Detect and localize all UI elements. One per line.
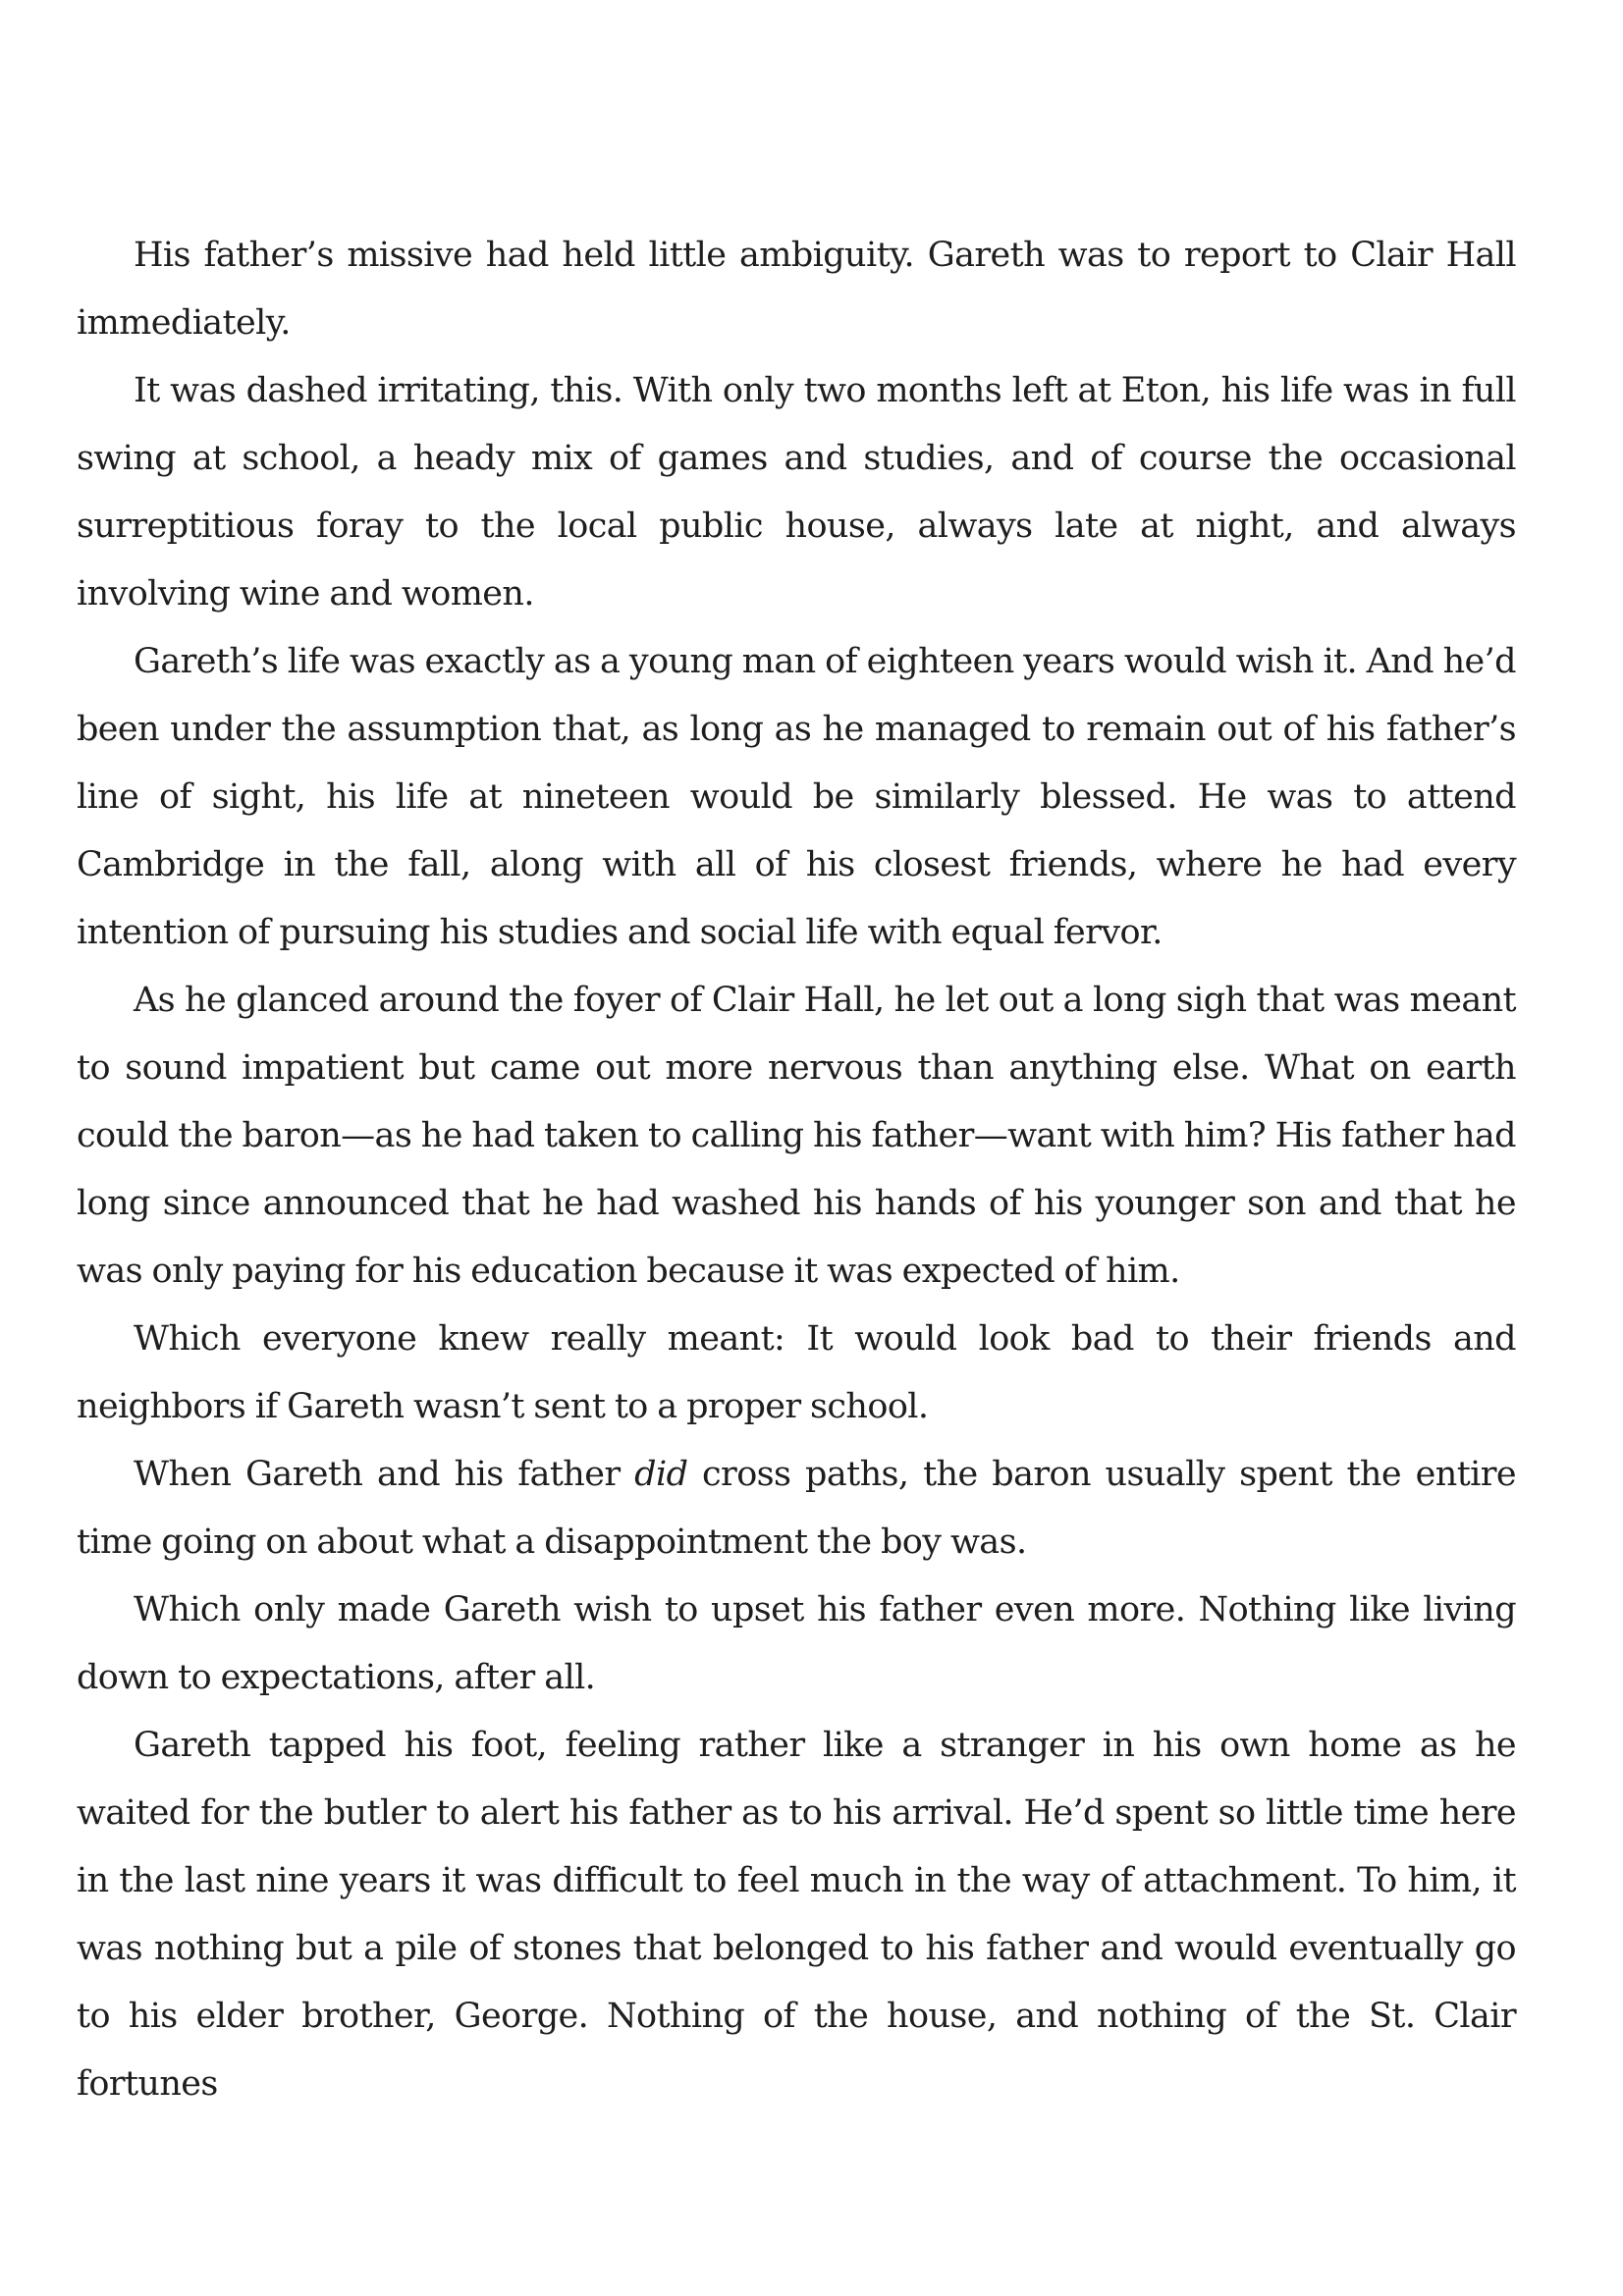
paragraph-3: Gareth’s life was exactly as a young man of eighteen years would wish it. And he’d been under the assumption that, as long as he managed to remain out of his father’s line of sight, his life at nineteen would be similarly blessed. He was to attend Cambridge in the fall, along with all of his closest friends, where he had every intention of pursuing his studies and social life with equal fervor. (77, 642, 1516, 952)
paragraph-6 (77, 1441, 1516, 1576)
paragraph-8: Gareth tapped his foot, feeling rather like a stranger in his own home as he waited for the butler to alert his father as to his arrival. He’d spent so little time here in the last nine years it was difficult to feel much in the way of attachment. To him, it was nothing but a pile of stones that belonged to his father and would eventually go to his elder brother, George. Nothing of the house, and nothing of the St. Clair fortunes (77, 1726, 1516, 2104)
paragraph-5: Which everyone knew really meant: It would look bad to their friends and neighbors if Gareth wasn’t sent to a proper school. (77, 1319, 1516, 1426)
page-body (77, 222, 1516, 2118)
paragraph-6-before: When Gareth and his father (134, 1455, 635, 1494)
paragraph-6-after: cross paths, the baron usually spent the entire time going on about what a disappointment the boy was. (77, 1455, 1516, 1562)
paragraph-2: It was dashed irritating, this. With only two months left at Eton, his life was in full swing at school, a heady mix of games and studies, and of course the occasional surreptitious foray to the local public house, always late at night, and always involving wine and women. (77, 371, 1516, 614)
paragraph-6-emphasis: did (634, 1455, 688, 1494)
paragraph-7: Which only made Gareth wish to upset his father even more. Nothing like living down to expectations, after all. (77, 1590, 1516, 1697)
paragraph-1: His father’s missive had held little ambiguity. Gareth was to report to Clair Hall immediately. (77, 236, 1516, 343)
paragraph-4: As he glanced around the foyer of Clair Hall, he let out a long sigh that was meant to sound impatient but came out more nervous than anything else. What on earth could the baron—as he had taken to calling his father—want with him? His father had long since announced that he had washed his hands of his younger son and that he was only paying for his education because it was expected of him. (77, 981, 1516, 1291)
